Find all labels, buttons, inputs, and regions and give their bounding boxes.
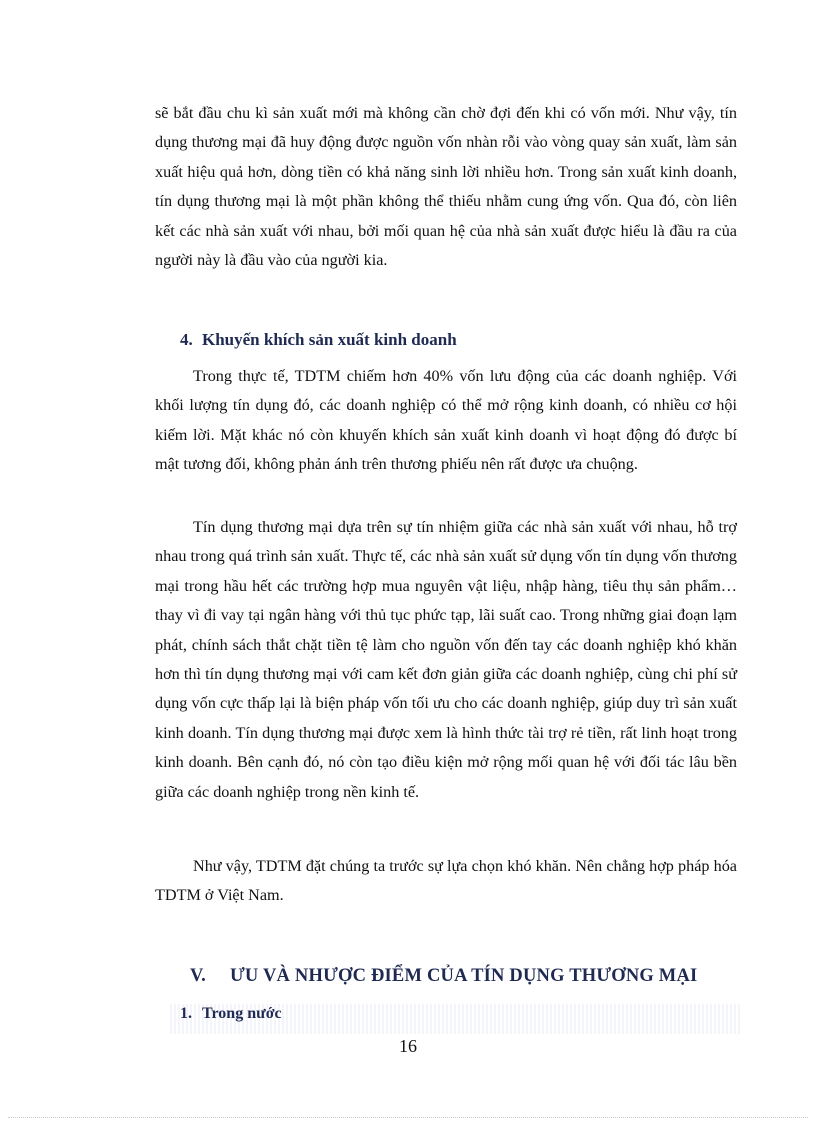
footer-divider (8, 1117, 808, 1118)
section-heading-4 (180, 330, 457, 350)
chapter-title: ƯU VÀ NHƯỢC ĐIỂM CỦA TÍN DỤNG THƯƠNG MẠI (230, 966, 698, 986)
section-title: Khuyến khích sản xuất kinh doanh (202, 330, 457, 349)
page-number: 16 (399, 1036, 417, 1056)
paragraph-4: Như vậy, TDTM đặt chúng ta trước sự lựa chọn khó khăn. Nên chẳng hợp pháp hóa TDTM ở Việt Nam. (155, 857, 737, 905)
paragraph-1: sẽ bắt đầu chu kì sản xuất mới mà không cần chờ đợi đến khi có vốn mới. Như vậy, tín dụng thương mại đã huy động được nguồn vốn nhàn rỗi vào vòng quay sản xuất, làm sản xuất hiệu quả hơn, dòng tiền có khả năng sinh lời nhiều hơn. Trong sản xuất kinh doanh, tín dụng thương mại là một phần không thể thiếu nhằm cung ứng vốn. Qua đó, còn liên kết các nhà sản xuất với nhau, bởi mối quan hệ của nhà sản xuất được hiểu là đầu ra của người này là đầu vào của người kia. (155, 104, 737, 270)
chapter-heading-v (190, 966, 697, 987)
subsection-title: Trong nước (202, 1005, 282, 1022)
section-number: 4. (180, 330, 193, 349)
subsection-heading-1 (180, 1005, 282, 1023)
paragraph-2: Trong thực tế, TDTM chiếm hơn 40% vốn lưu động của các doanh nghiệp. Với khối lượng tín dụng đó, các doanh nghiệp có thể mở rộng kinh doanh, có nhiều cơ hội kiếm lời. Mặt khác nó còn khuyến khích sản xuất kinh doanh vì hoạt động đó được bí mật tương đối, không phản ánh trên thương phiếu nên rất được ưa chuộng. (155, 367, 737, 474)
subsection-number: 1. (180, 1005, 192, 1022)
chapter-number: V. (190, 966, 207, 986)
paragraph-3: Tín dụng thương mại dựa trên sự tín nhiệm giữa các nhà sản xuất với nhau, hỗ trợ nhau trong quá trình sản xuất. Thực tế, các nhà sản xuất sử dụng vốn tín dụng vốn thương mại trong hầu hết các trường hợp mua nguyên vật liệu, nhập hàng, tiêu thụ sản phẩm… thay vì đi vay tại ngân hàng với thủ tục phức tạp, lãi suất cao. Trong những giai đoạn lạm phát, chính sách thắt chặt tiền tệ làm cho nguồn vốn đến tay các doanh nghiệp khó khăn hơn thì tín dụng thương mại với cam kết đơn giản giữa các doanh nghiệp, cùng chi phí sử dụng vốn cực thấp lại là biện pháp vốn tối ưu cho các doanh nghiệp, giúp duy trì sản xuất kinh doanh. Tín dụng thương mại được xem là hình thức tài trợ rẻ tiền, rất linh hoạt trong kinh doanh. Bên cạnh đó, nó còn tạo điều kiện mở rộng mối quan hệ với đối tác lâu bền giữa các doanh nghiệp trong nền kinh tế. (155, 518, 737, 801)
